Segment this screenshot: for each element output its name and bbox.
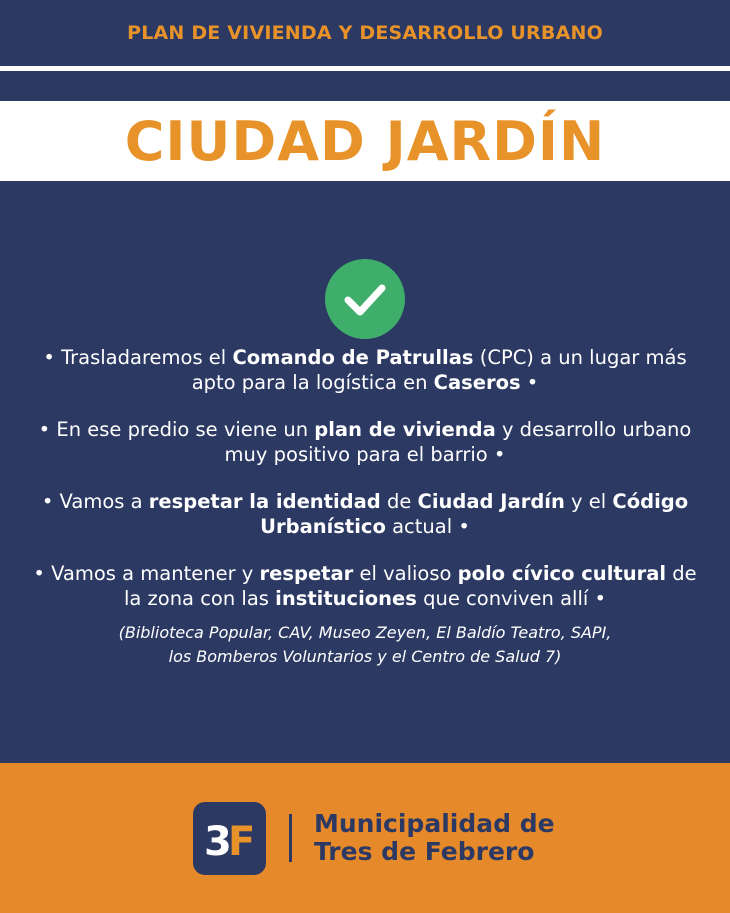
emphasis-text: Comando de Patrullas xyxy=(232,346,474,369)
emphasis-text: respetar xyxy=(259,562,354,585)
body-text: • xyxy=(520,371,539,394)
institutions-note xyxy=(30,621,700,669)
note-line-2: los Bomberos Voluntarios y el Centro de Salud 7) xyxy=(168,647,562,666)
body-text: • En ese predio se viene un xyxy=(38,418,315,441)
org-line-2: Tres de Febrero xyxy=(314,837,535,866)
bullet-point xyxy=(30,489,700,539)
section-kicker: PLAN DE VIVIENDA Y DESARROLLO URBANO xyxy=(127,22,603,44)
check-mark-glyph xyxy=(325,259,405,339)
body-text: (CPC) a un lugar más apto para la logística en xyxy=(191,346,687,394)
body-text: de la zona con las xyxy=(123,562,697,610)
bullet-point xyxy=(30,417,700,467)
emphasis-text: instituciones xyxy=(275,587,417,610)
top-band xyxy=(0,0,730,66)
bullet-point xyxy=(30,561,700,611)
emphasis-text: Ciudad Jardín xyxy=(417,490,565,513)
footer-divider xyxy=(289,814,292,862)
body-text: y el xyxy=(564,490,613,513)
emphasis-text: plan de vivienda xyxy=(314,418,496,441)
organization-name xyxy=(314,810,555,866)
body-text: • Vamos a mantener y xyxy=(33,562,260,585)
emphasis-text: respetar la identidad xyxy=(148,490,381,513)
bullet-point xyxy=(30,345,700,395)
logo-three: 3 xyxy=(204,819,232,865)
emphasis-text: Código Urbanístico xyxy=(260,490,689,538)
page-title: CIUDAD JARDÍN xyxy=(124,109,606,173)
title-band xyxy=(0,101,730,181)
footer xyxy=(0,763,730,913)
check-circle-icon xyxy=(325,259,405,339)
divider-rule xyxy=(0,66,730,71)
emphasis-text: Caseros xyxy=(433,371,521,394)
body-text: que conviven allí • xyxy=(416,587,607,610)
body-text: de xyxy=(380,490,418,513)
body-text: y desarrollo urbano muy positivo para el barrio • xyxy=(224,418,692,466)
emphasis-text: polo cívico cultural xyxy=(457,562,667,585)
logo-f: F xyxy=(228,819,256,865)
org-line-1: Municipalidad de xyxy=(314,809,555,838)
body-text: actual • xyxy=(385,515,470,538)
body-text: • Vamos a xyxy=(41,490,149,513)
body-text: • Trasladaremos el xyxy=(43,346,233,369)
note-line-1: (Biblioteca Popular, CAV, Museo Zeyen, El Baldío Teatro, SAPI, xyxy=(118,623,612,642)
3f-logo-icon xyxy=(193,802,266,875)
body-text: el valioso xyxy=(353,562,458,585)
logo-glyph xyxy=(193,802,266,875)
content-block xyxy=(30,345,700,669)
